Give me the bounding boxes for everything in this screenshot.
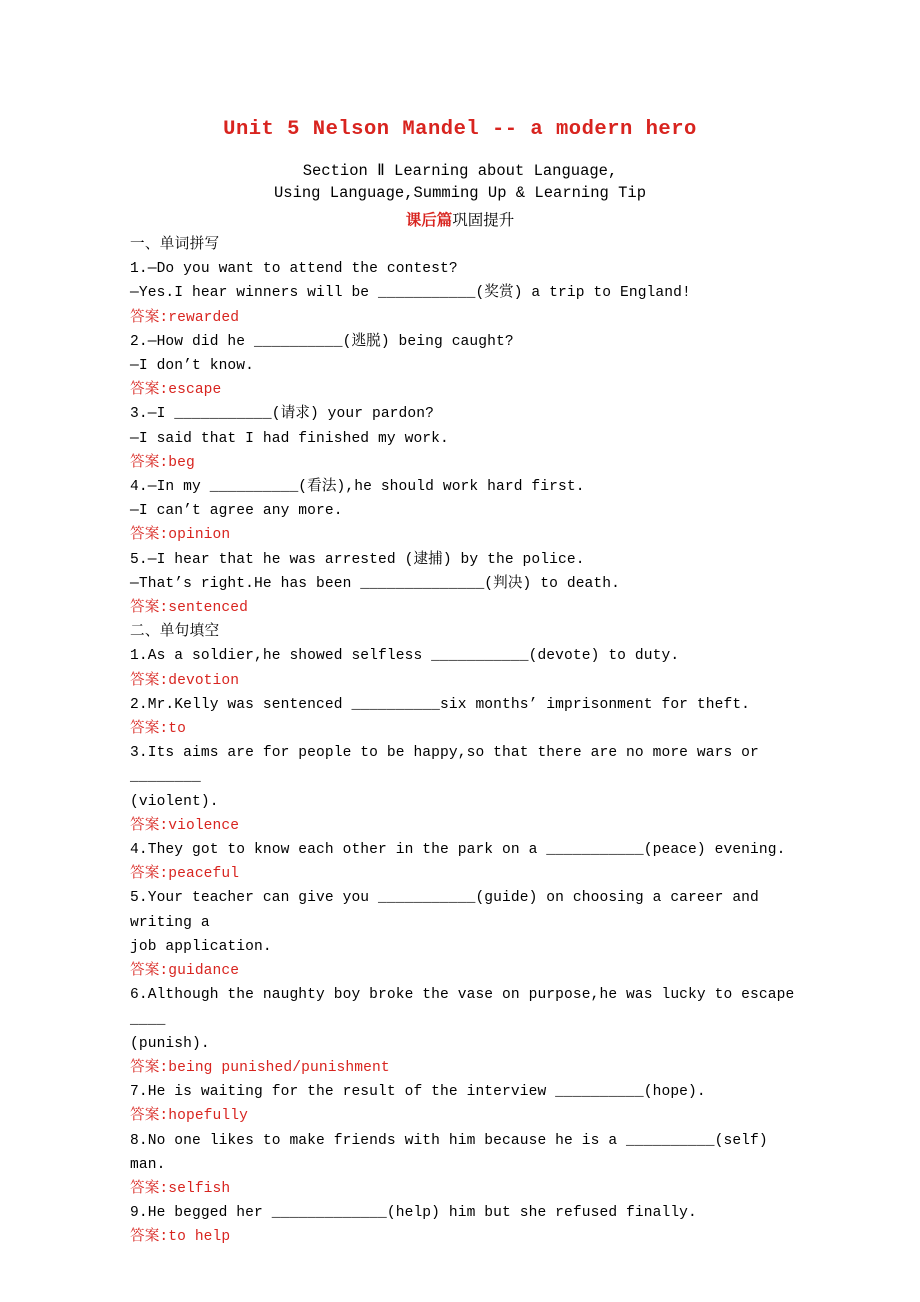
question-line: (violent). [130,793,219,810]
answer-label: 答案: [130,1108,169,1125]
answer-label: 答案: [130,454,169,471]
answer-line [130,1104,798,1128]
answer-value: rewarded [168,309,240,326]
question-line: —I can’t agree any more. [130,503,343,520]
question-line: 5.Your teacher can give you ___________(guide) on choosing a career and writing a [130,890,759,931]
answer-line [130,306,798,330]
answer-label: 答案: [130,382,169,399]
answer-line [130,596,798,620]
answer-label: 答案: [130,1180,169,1197]
answer-line [130,378,798,402]
answer-label: 答案: [130,1229,169,1246]
answer-value: peaceful [168,866,240,883]
question-line: 1.As a soldier,he showed selfless ___________(devote) to duty. [130,648,680,665]
answer-value: violence [168,817,240,834]
answer-label: 答案: [130,600,169,617]
exercise-body [130,233,798,1250]
answer-line [130,669,798,693]
answer-value: to [168,721,186,738]
question-line: 2.Mr.Kelly was sentenced __________six months’ imprisonment for theft. [130,696,751,713]
part-heading: 一、单词拼写 [130,237,220,253]
question-line: —That’s right.He has been ______________(判决) to death. [130,575,620,592]
section-label [0,208,920,230]
answer-line [130,959,798,983]
answer-line [130,523,798,547]
part-heading: 二、单句填空 [130,624,220,641]
answer-label: 答案: [130,721,169,738]
answer-value: escape [168,382,222,399]
question-line: —I said that I had finished my work. [130,430,449,447]
answer-value: hopefully [168,1108,248,1125]
question-line: 8.No one likes to make friends with him because he is a __________(self) man. [130,1132,768,1173]
answer-value: opinion [168,527,231,544]
question-line: job application. [130,938,272,955]
answer-value: sentenced [168,600,248,617]
section-label-red: 课后篇 [405,212,453,229]
question-line: 4.They got to know each other in the park on a ___________(peace) evening. [130,842,786,859]
answer-label: 答案: [130,309,169,326]
answer-value: guidance [168,963,240,980]
question-line: 3.—I ___________(请求) your pardon? [130,406,434,423]
answer-value: beg [168,454,195,471]
answer-value: devotion [168,672,240,689]
page-title: Unit 5 Nelson Mandel -- a modern hero [223,118,697,141]
answer-value: selfish [168,1180,231,1197]
answer-line [130,814,798,838]
question-line: 7.He is waiting for the result of the interview __________(hope). [130,1084,706,1101]
answer-label: 答案: [130,1059,169,1076]
subtitle-line-2: Using Language,Summing Up & Learning Tip [273,184,647,202]
question-line: 1.—Do you want to attend the contest? [130,261,458,278]
subtitle-line-1: Section Ⅱ Learning about Language, [302,162,618,180]
answer-line [130,1225,798,1249]
answer-line [130,717,798,741]
answer-value: being punished/punishment [168,1059,390,1076]
question-line: 2.—How did he __________(逃脱) being caught? [130,333,514,350]
answer-line [130,451,798,475]
answer-line [130,862,798,886]
question-line: 3.Its aims are for people to be happy,so that there are no more wars or ________ [130,745,759,786]
answer-label: 答案: [130,672,169,689]
answer-label: 答案: [130,527,169,544]
answer-line [130,1056,798,1080]
question-line: 5.—I hear that he was arrested (逮捕) by the police. [130,551,585,568]
answer-value: to help [168,1229,231,1246]
answer-label: 答案: [130,866,169,883]
answer-line [130,1177,798,1201]
question-line: 4.—In my __________(看法),he should work hard first. [130,479,585,496]
question-line: 9.He begged her _____________(help) him but she refused finally. [130,1205,697,1222]
question-line: (punish). [130,1035,210,1052]
document-subtitle [0,160,920,204]
question-line: —I don’t know. [130,358,255,375]
question-line: —Yes.I hear winners will be ___________(奖赏) a trip to England! [130,285,691,302]
question-line: 6.Although the naughty boy broke the vase on purpose,he was lucky to escape ____ [130,987,795,1028]
answer-label: 答案: [130,817,169,834]
section-label-black: 巩固提升 [452,212,515,229]
answer-label: 答案: [130,963,169,980]
